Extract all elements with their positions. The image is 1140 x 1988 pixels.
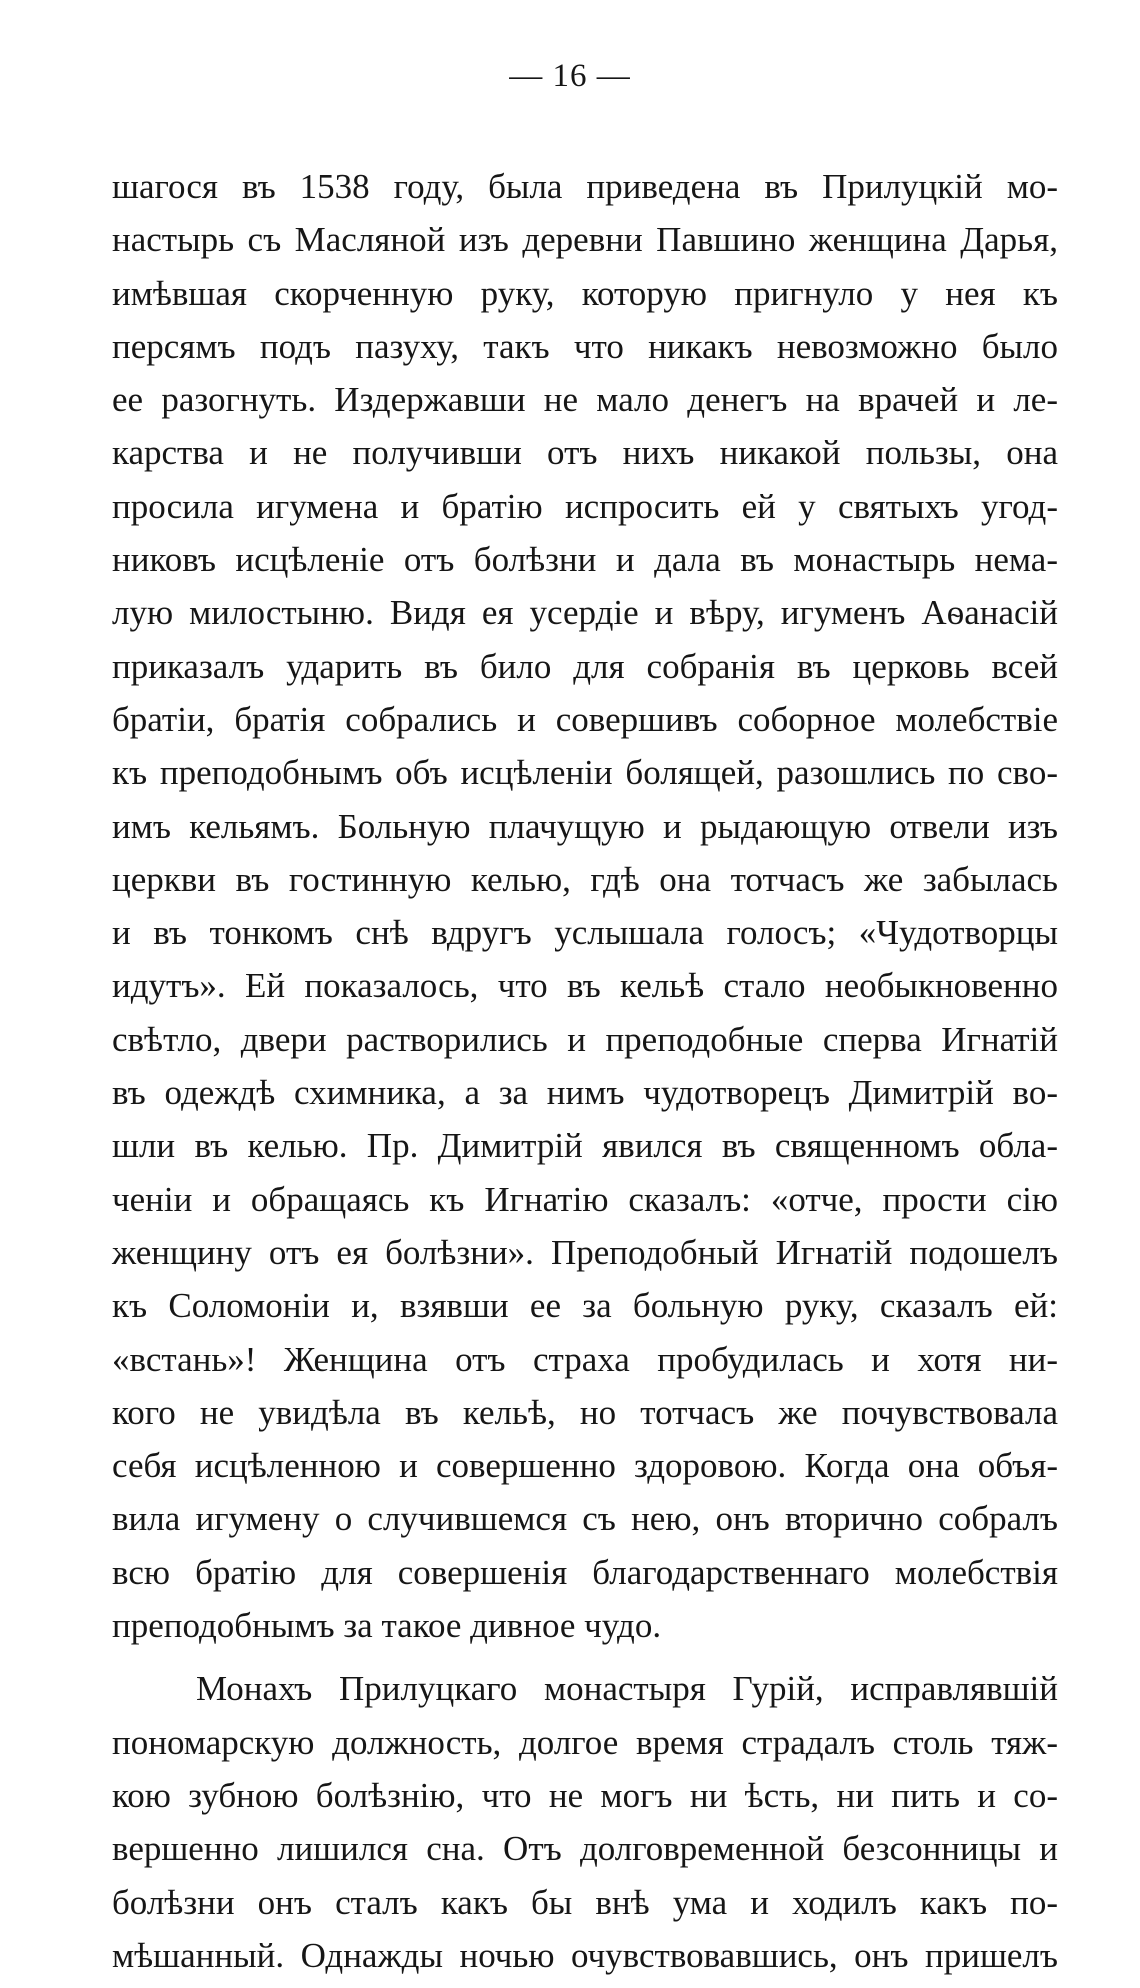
text-line: къ Соломоніи и, взявши ее за больную руку, сказалъ ей:: [112, 1286, 1058, 1326]
text-line: церкви въ гостинную келью, гдѣ она тотчасъ же забылась: [112, 859, 1058, 899]
text-line: преподобнымъ за такое дивное чудо.: [112, 1606, 662, 1646]
text-line: себя исцѣленною и совершенно здоровою. Когда она объя-: [112, 1446, 1058, 1486]
text-line: просила игумена и братію испросить ей у святыхъ угод-: [112, 486, 1058, 526]
text-line: «встань»! Женщина отъ страха пробудилась и хотя ни-: [112, 1339, 1058, 1379]
text-line: приказалъ ударить въ било для собранія въ церковь всей: [112, 646, 1058, 686]
text-line: кою зубною болѣзнію, что не могъ ни ѣсть, ни пить и со-: [112, 1775, 1058, 1815]
text-line: вершенно лишился сна. Отъ долговременной безсонницы и: [112, 1829, 1058, 1869]
paragraph-2: [112, 1662, 1058, 1982]
text-line: братіи, братія собрались и совершивъ соборное молебствіе: [112, 699, 1058, 739]
text-line: пономарскую должность, долгое время страдалъ столь тяж-: [112, 1722, 1058, 1762]
text-line: карства и не получивши отъ нихъ никакой пользы, она: [112, 433, 1058, 473]
text-line: шли въ келью. Пр. Димитрій явился въ священномъ обла-: [112, 1126, 1058, 1166]
text-line: въ одеждѣ схимника, а за нимъ чудотворецъ Димитрій во-: [112, 1073, 1058, 1113]
text-line: всю братію для совершенія благодарственнаго молебствія: [112, 1552, 1058, 1592]
text-line: никовъ исцѣленіе отъ болѣзни и дала въ монастырь нема-: [112, 540, 1058, 580]
page-number: — 16 —: [509, 58, 631, 94]
text-line: персямъ подъ пазуху, такъ что никакъ невозможно было: [112, 326, 1058, 366]
text-line: имѣвшая скорченную руку, которую пригнуло у нея къ: [112, 273, 1058, 313]
text-line: Монахъ Прилуцкаго монастыря Гурій, исправлявшій: [196, 1669, 1058, 1709]
text-line: лую милостыню. Видя ея усердіе и вѣру, игуменъ Аѳанасій: [112, 593, 1058, 633]
text-line: женщину отъ ея болѣзни». Преподобный Игнатій подошелъ: [112, 1232, 1058, 1272]
text-line: мѣшанный. Однажды ночью очувствовавшись, онъ пришелъ: [112, 1935, 1058, 1975]
text-line: идутъ». Ей показалось, что въ кельѣ стало необыкновенно: [112, 966, 1058, 1006]
text-line: и въ тонкомъ снѣ вдругъ услышала голосъ; «Чудотворцы: [112, 913, 1058, 953]
text-line: вила игумену о случившемся съ нею, онъ вторично собралъ: [112, 1499, 1058, 1539]
paragraph-gap: [112, 1652, 1058, 1662]
text-line: кого не увидѣла въ кельѣ, но тотчасъ же почувствовала: [112, 1392, 1058, 1432]
text-line: настырь съ Масляной изъ деревни Павшино женщина Дарья,: [112, 220, 1058, 260]
text-line: шагося въ 1538 году, была приведена въ Прилуцкій мо-: [112, 167, 1058, 206]
text-line: ее разогнуть. Издержавши не мало денегъ на врачей и ле-: [112, 380, 1058, 420]
body-text: [112, 160, 1058, 1982]
text-line: ченіи и обращаясь къ Игнатію сказалъ: «отче, прости сію: [112, 1179, 1058, 1219]
paragraph-1: [112, 160, 1058, 1652]
text-line: къ преподобнымъ объ исцѣленіи болящей, разошлись по сво-: [112, 753, 1058, 793]
text-line: болѣзни онъ сталъ какъ бы внѣ ума и ходилъ какъ по-: [112, 1882, 1058, 1922]
text-line: свѣтло, двери растворились и преподобные сперва Игнатій: [112, 1019, 1058, 1059]
text-line: имъ кельямъ. Больную плачущую и рыдающую отвели изъ: [112, 806, 1058, 846]
